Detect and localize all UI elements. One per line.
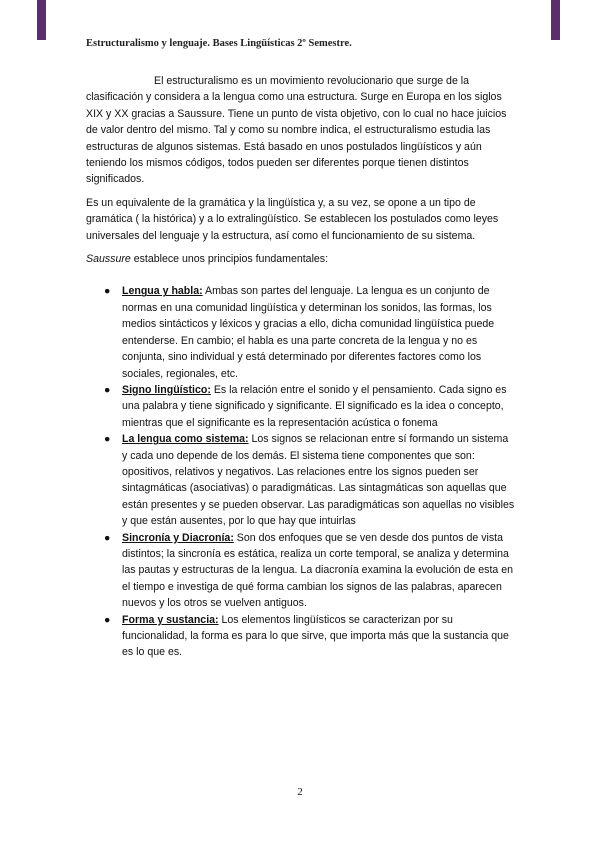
- term-description: Los signos se relacionan entre sí formando un sistema y cada uno depende de los demás. El sistema tiene componentes que son: opositivos, relativos y negativos. Las relaciones entre los signos pueden ser sintagmáticas (asociativas) o paradigmáticas. Las sintagmáticas son aquellas que están presentes y se pueden observar. Las paradigmáticas son aquellas no visibles y que están ausentes, por lo que hay que intuirlas: [122, 433, 515, 528]
- list-item: [86, 283, 516, 381]
- bullet-icon: ●: [104, 433, 111, 446]
- page-content: [86, 73, 516, 661]
- bullet-icon: ●: [104, 383, 111, 396]
- bullet-icon: ●: [104, 613, 111, 626]
- left-accent-bar: [37, 0, 46, 40]
- list-item: [86, 612, 516, 661]
- page-header: Estructuralismo y lenguaje. Bases Lingüísticas 2º Semestre.: [86, 38, 352, 49]
- term-label: Forma y sustancia:: [122, 613, 219, 626]
- page-number: 2: [297, 786, 303, 798]
- paragraph-equivalent: Es un equivalente de la gramática y la lingüística y, a su vez, se opone a un tipo de gramática ( la histórica) y a lo extralingüístico. Se establecen los postulados como leyes universales del lenguaje y la estructura, así como el funcionamiento de su sistema.: [86, 196, 499, 242]
- term-description: Son dos enfoques que se ven desde dos puntos de vista distintos; la sincronía es estática, realiza un corte temporal, se analiza y determina las pautas y estructuras de la lengua. La diacronía examina la evolución de esta en el tiempo e investiga de qué forma cambian los signos de las palabras, aparecen nuevos y los otros se vuelven antiguos.: [122, 531, 514, 610]
- paragraph-intro: El estructuralismo es un movimiento revolucionario que surge de la clasificación y considera a la lengua como una estructura. Surge en Europa en los siglos XIX y XX gracias a Saussure. Tiene un punto de vista objetivo, con lo cual no hace juicios de valor dentro del mismo. Tal y como su nombre indica, el estructuralismo estudia las estructuras de algunos sistemas. Está basado en unos postulados lingüísticos y aún teniendo los mismos códigos, todos pueden ser diferentes porque tienen distintos significados.: [86, 75, 507, 186]
- list-item: [86, 530, 516, 612]
- term-description: Es la relación entre el sonido y el pensamiento. Cada signo es una palabra y tiene significado y significante. El significado es la idea o concepto, mientras que el significante es la representación acústica o fonema: [122, 383, 507, 429]
- principles-intro: [86, 251, 516, 267]
- bullet-icon: ●: [104, 285, 111, 298]
- term-description: Ambas son partes del lenguaje. La lengua es un conjunto de normas en una comunidad lingüística y determinan los sonidos, las formas, los medios sintácticos y léxicos y gracias a ello, dicha comunidad lingüística puede entenderse. En cambio; el habla es una parte concreta de la lengua y no es conjunta, sino individual y está determinado por diferentes factores como los sociales, regionales, etc.: [122, 285, 495, 380]
- term-label: La lengua como sistema:: [122, 433, 249, 446]
- right-accent-bar: [551, 0, 560, 40]
- list-item: [86, 431, 516, 529]
- list-item: [86, 382, 516, 431]
- principles-intro-text: establece unos principios fundamentales:: [130, 253, 329, 266]
- term-label: Sincronía y Diacronía:: [122, 531, 234, 544]
- term-label: Lengua y habla:: [122, 285, 203, 298]
- term-label: Signo lingüístico:: [122, 383, 211, 396]
- saussure-name: Saussure: [86, 253, 131, 266]
- principles-list: [86, 283, 516, 660]
- term-description: Los elementos lingüísticos se caracterizan por su funcionalidad, la forma es para lo que sirve, que importa más que la sustancia que es lo que es.: [122, 613, 509, 659]
- bullet-icon: ●: [104, 531, 111, 544]
